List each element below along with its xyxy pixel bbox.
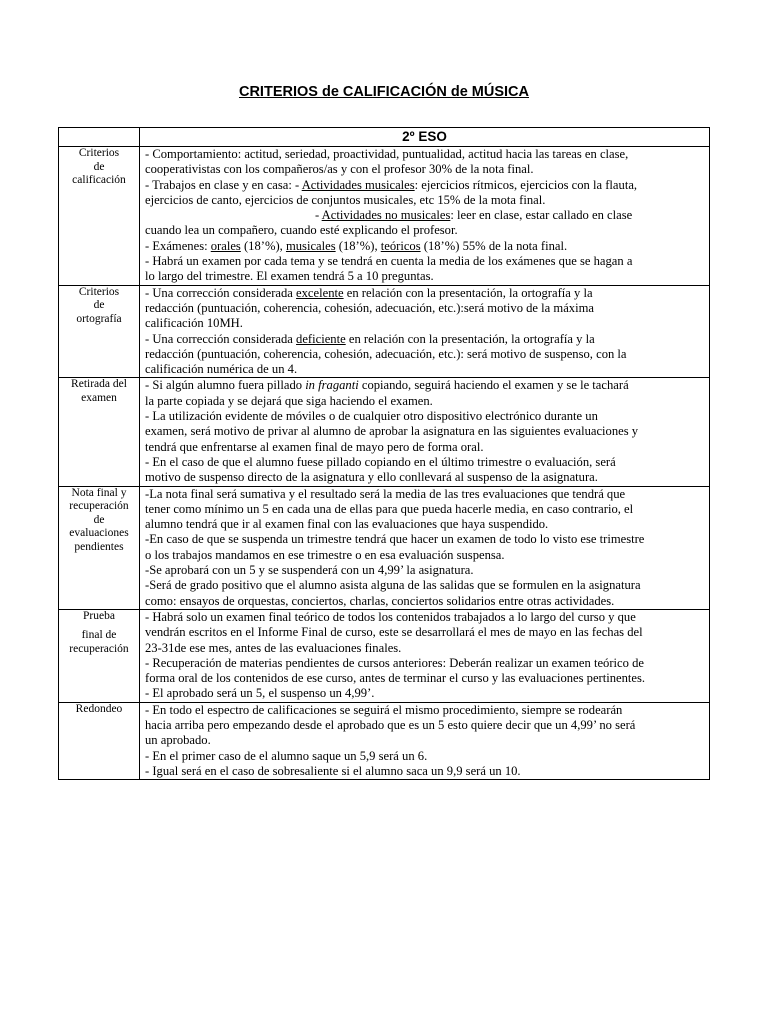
row-content: - En todo el espectro de calificaciones se seguirá el mismo procedimiento, siempre se rodearán hacia arriba pero empezando desde el aprobado que es un 5 esto quiere decir que un 4,99’ no será un aprobado. - En el primer caso de el alumno saque un 5,9 será un 6. - Igual será en el caso de sobresaliente si el alumno saca un 9,9 será un 10. <box>140 702 710 779</box>
table-row <box>59 702 710 779</box>
row-label-redondeo: Redondeo <box>59 702 140 779</box>
row-content: - Si algún alumno fuera pillado in fraganti copiando, seguirá haciendo el examen y se le tachará la parte copiada y se dejará que siga haciendo el examen. - La utilización evidente de móviles o de cualquier otro dispositivo electrónico durante un examen, será motivo de privar al alumno de aprobar la asignatura en las siguientes evaluaciones y tendrá que enfrentarse al examen final de mayo pero de forma oral. - En el caso de que el alumno fuese pillado copiando en el último trimestre o evaluación, será motivo de suspenso directo de la asignatura y ello conllevará al suspenso de la asignatura. <box>140 378 710 486</box>
row-label-retirada-examen: Retirada del examen <box>59 378 140 486</box>
table-row <box>59 378 710 486</box>
table-row <box>59 285 710 378</box>
row-label-nota-final: Nota final y recuperación de evaluaciones pendientes <box>59 486 140 609</box>
table-row <box>59 486 710 609</box>
row-label-prueba-final: Prueba final de recuperación <box>59 609 140 702</box>
row-label-criterios-calificacion: Criterios de calificación <box>59 147 140 286</box>
row-content: - Una corrección considerada excelente en relación con la presentación, la ortografía y la redacción (puntuación, coherencia, cohesión, adecuación, etc.):será motivo de la máxima calificación 10MH. - Una corrección considerada deficiente en relación con la presentación, la ortografía y la redacción (puntuación, coherencia, cohesión, adecuación, etc.): será motivo de suspenso, con la calificación numérica de un 4. <box>140 285 710 378</box>
row-content: - Comportamiento: actitud, seriedad, proactividad, puntualidad, actitud hacia las tareas en clase, cooperativistas con los compañeros/as y con el profesor 30% de la nota final. - Trabajos en clase y en casa: - Actividades musicales: ejercicios rítmicos, ejercicios con la flauta, ejercicios de canto, ejercicios de conjuntos musicales, etc 15% de la mota final. - Actividades no musicales: leer en clase, estar callado en clase cuando lea un compañero, cuando esté explicando el profesor. - Exámenes: orales (18’%), musicales (18’%), teóricos (18’%) 55% de la nota final. - Habrá un examen por cada tema y se tendrá en cuenta la media de los exámenes que se hagan a lo largo del trimestre. El examen tendrá 5 a 10 preguntas. <box>140 147 710 286</box>
criteria-table <box>58 127 710 780</box>
row-content: -La nota final será sumativa y el resultado será la media de las tres evaluaciones que tendrá que tener como mínimo un 5 en cada una de ellas para que pueda hacerle media, en caso contrario, el alumno tendrá que ir al examen final con las evaluaciones que haya suspendido. -En caso de que se suspenda un trimestre tendrá que hacer un examen de todo lo visto ese trimestre o los trabajos mandamos en ese trimestre o en esa evaluación suspensa. -Se aprobará con un 5 y se suspenderá con un 4,99’ la asignatura. -Será de grado positivo que el alumno asista alguna de las salidas que se formulen en la asignatura como: ensayos de orquestas, conciertos, charlas, conciertos solidarios entre otras actividades. <box>140 486 710 609</box>
table-row <box>59 147 710 286</box>
row-label-criterios-ortografia: Criterios de ortografía <box>59 285 140 378</box>
course-header: 2º ESO <box>140 128 710 147</box>
document-title: CRITERIOS de CALIFICACIÓN de MÚSICA <box>238 84 529 100</box>
row-content: - Habrá solo un examen final teórico de todos los contenidos trabajados a lo largo del curso y que vendrán escritos en el Informe Final de curso, este se desarrollará el mes de mayo en las fechas del 23-31de ese mes, antes de las evaluaciones finales. - Recuperación de materias pendientes de cursos anteriores: Deberán realizar un examen teórico de forma oral de los contenidos de ese curso, antes de terminar el curso y las evaluaciones pertinentes. - El aprobado será un 5, el suspenso un 4,99’. <box>140 609 710 702</box>
table-header-row <box>59 128 710 147</box>
table-row <box>59 609 710 702</box>
header-empty-cell <box>59 128 140 147</box>
